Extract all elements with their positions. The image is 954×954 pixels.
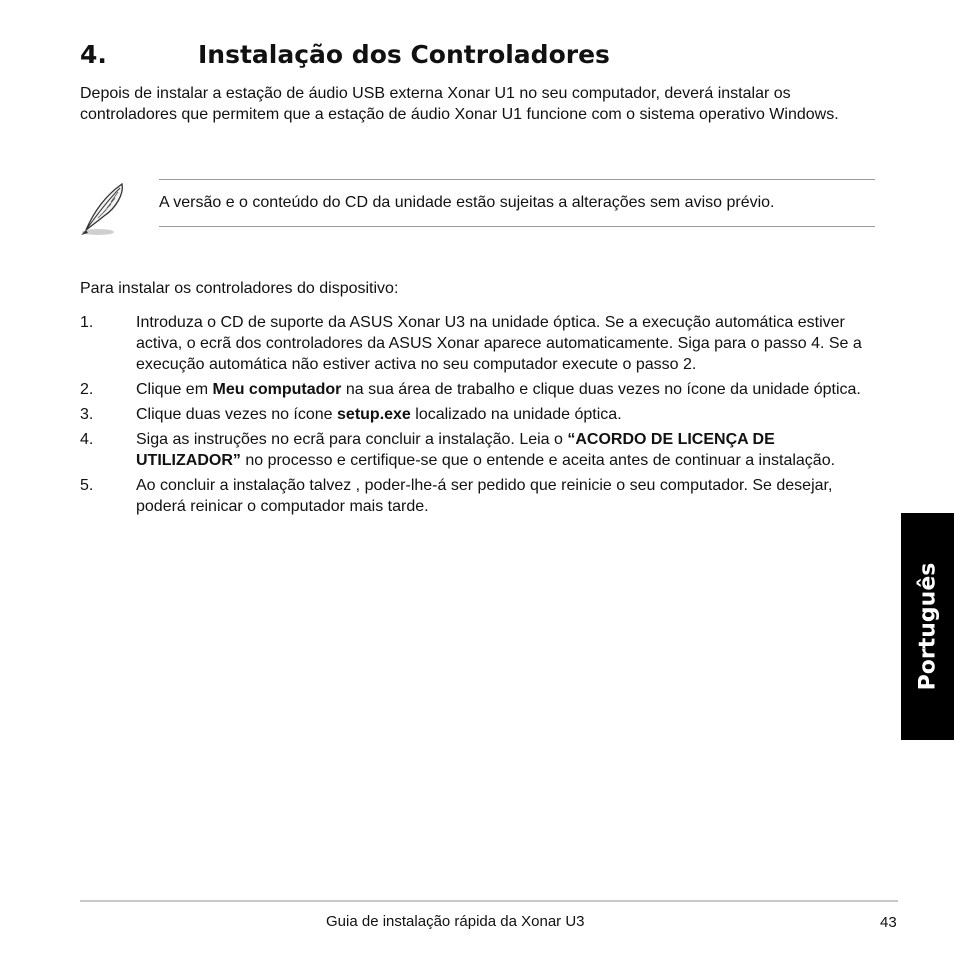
intro-paragraph: Depois de instalar a estação de áudio USB externa Xonar U1 no seu computador, deverá instalar os controladores que permitem que a estação de áudio Xonar U1 funcione com o sistema operativo Windows.: [80, 85, 839, 123]
step-emphasis: setup.exe: [337, 406, 411, 423]
section-number: 4.: [80, 40, 107, 69]
feather-pen-icon: [78, 180, 128, 238]
step-item: [80, 475, 870, 517]
step-emphasis: Meu computador: [212, 381, 342, 398]
note-box: [159, 179, 875, 227]
step-text-part: localizado na unidade óptica.: [410, 406, 622, 423]
step-item: [80, 429, 870, 471]
step-text-part: na sua área de trabalho e clique duas vezes no ícone da unidade óptica.: [341, 381, 861, 398]
step-text: [136, 429, 870, 471]
step-text-part: Siga as instruções no ecrã para concluir a instalação. Leia o: [136, 431, 568, 448]
page-title: [80, 40, 610, 69]
step-number: 4.: [80, 431, 94, 448]
step-number: 1.: [80, 314, 94, 331]
step-text-part: no processo e certifique-se que o entende e aceita antes de continuar a instalação.: [240, 452, 836, 469]
step-number: 2.: [80, 381, 94, 398]
step-text: [136, 475, 870, 517]
language-tab: [901, 513, 954, 740]
step-number: 5.: [80, 477, 94, 494]
step-item: [80, 404, 870, 425]
step-text-part: Ao concluir a instalação talvez , poder-lhe-á ser pedido que reinicie o seu computador. Se desejar, poderá reinicar o computador mais tarde.: [136, 477, 833, 515]
step-emphasis: “ACORDO DE LICENÇA DE UTILIZADOR”: [136, 431, 775, 469]
step-text: [136, 379, 870, 400]
installation-steps: [80, 312, 870, 521]
step-text: [136, 312, 870, 375]
step-item: [80, 379, 870, 400]
step-text-part: Introduza o CD de suporte da ASUS Xonar U3 na unidade óptica. Se a execução automática estiver activa, o ecrã dos controladores da ASUS Xonar aparece automaticamente. Siga para o passo 4. Se a execução automática não estiver activa no seu computador execute o passo 2.: [136, 314, 862, 373]
footer-divider: [80, 900, 898, 902]
note-text: A versão e o conteúdo do CD da unidade estão sujeitas a alterações sem aviso prévio.: [159, 194, 775, 211]
footer-title: Guia de instalação rápida da Xonar U3: [326, 913, 585, 930]
page-number: 43: [880, 914, 897, 931]
step-text-part: Clique duas vezes no ícone: [136, 406, 338, 423]
step-item: [80, 312, 870, 375]
step-text-part: Clique em: [136, 381, 213, 398]
step-number: 3.: [80, 406, 94, 423]
steps-intro: Para instalar os controladores do dispositivo:: [80, 280, 399, 297]
step-text: [136, 404, 870, 425]
language-tab-label: Português: [915, 562, 941, 691]
section-title: Instalação dos Controladores: [198, 40, 610, 69]
